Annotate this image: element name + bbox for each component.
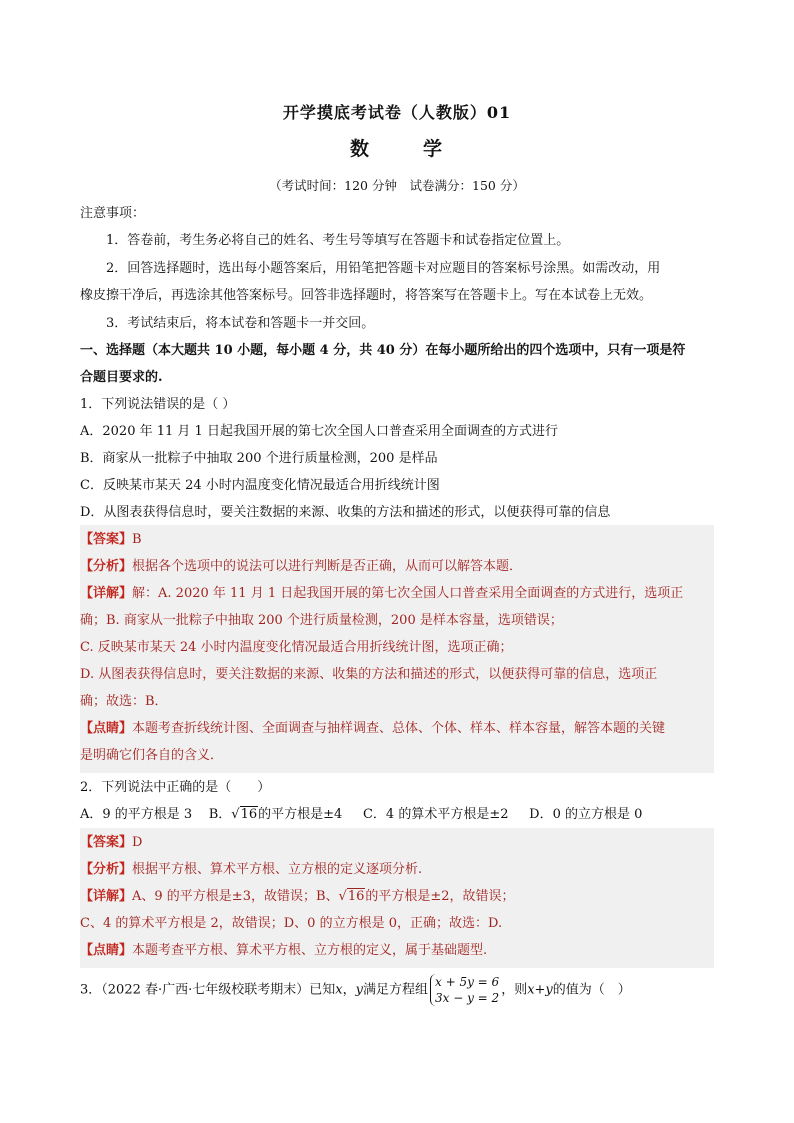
q2-comment: 【点睛】本题考查平方根、算术平方根、立方根的定义，属于基础题型.: [80, 943, 488, 958]
notice-item-3: 3．考试结束后，将本试卷和答题卡一并交回。: [106, 316, 375, 331]
q1-option-c: C．反映某市某天 24 小时内温度变化情况最适合用折线统计图: [80, 478, 440, 493]
q1-stem: 1．下列说法错误的是（ ）: [80, 397, 236, 412]
section-heading-line2: 合题目要求的.: [80, 370, 163, 385]
q1-detail-3: C. 反映某市某天 24 小时内温度变化情况最适合用折线统计图，选项正确；: [80, 640, 513, 655]
q2-answer: 【答案】D: [80, 835, 143, 850]
q1-comment-1: 【点睛】本题考查折线统计图、全面调查与抽样调查、总体、个体、样本、样本容量，解答本题的关键: [80, 721, 666, 736]
q1-detail-4: D. 从图表获得信息时，要关注数据的来源、收集的方法和描述的形式，以便获得可靠的信息，选项正: [80, 667, 658, 682]
q2-analysis: 【分析】根据平方根、算术平方根、立方根的定义逐项分析.: [80, 862, 423, 877]
q2-detail-2: C、4 的算术平方根是 2，故错误；D、0 的立方根是 0，正确；故选：D.: [80, 916, 503, 931]
q2-option-a: A．9 的平方根是 3: [80, 807, 193, 822]
q2-options: [80, 803, 714, 822]
q1-comment-2: 是明确它们各自的含义．: [80, 748, 224, 763]
q1-detail-2: 确；B. 商家从一批粽子中抽取 200 个进行质量检测，200 是样本容量，选项错误；: [80, 613, 563, 628]
exam-info: （考试时间：120 分钟 试卷满分：150 分）: [269, 178, 525, 193]
q1-option-d: D．从图表获得信息时，要关注数据的来源、收集的方法和描述的形式，以便获得可靠的信息: [80, 505, 611, 520]
notice-heading: 注意事项：: [80, 206, 146, 221]
subject-left: 数: [349, 138, 371, 160]
notice-item-2a: 2．回答选择题时，选出每小题答案后，用铅笔把答题卡对应题目的答案标号涂黑。如需改动，用: [106, 261, 661, 276]
q1-analysis: 【分析】根据各个选项中的说法可以进行判断是否正确，从而可以解答本题．: [80, 559, 523, 574]
notice-item-1: 1．答卷前，考生务必将自己的姓名、考生号等填写在答题卡和试卷指定位置上。: [106, 233, 570, 248]
q1-option-a: A．2020 年 11 月 1 日起我国开展的第七次全国人口普查采用全面调查的方式进行: [80, 424, 558, 439]
q1-option-b: B．商家从一批粽子中抽取 200 个进行质量检测，200 是样品: [80, 451, 438, 466]
section-heading-line1: 一、选择题（本大题共 10 小题，每小题 4 分，共 40 分）在每小题所给出的四个选项中，只有一项是符: [80, 343, 686, 358]
subject-heading: [0, 134, 794, 161]
q2-option-d: D．0 的立方根是 0: [529, 807, 643, 822]
notice-item-2b: 橡皮擦干净后，再选涂其他答案标号。回答非选择题时，将答案写在答题卡上。写在本试卷上无效。: [80, 288, 653, 303]
q1-detail-1: 【详解】解：A. 2020 年 11 月 1 日起我国开展的第七次全国人口普查采用全面调查的方式进行，选项正: [80, 586, 684, 601]
page-title: 开学摸底考试卷（人教版）01: [282, 103, 512, 122]
q2-option-c: C．4 的算术平方根是±2: [362, 807, 509, 822]
subject-right: 学: [423, 138, 445, 160]
q2-detail-1: 【详解】A、9 的平方根是±3，故错误；B、√16的平方根是±2，故错误；: [80, 889, 515, 904]
q1-solution: [80, 525, 714, 773]
q3-stem: 3．（2022 春·广西·七年级校联考期末）已知x，y满足方程组 x + 5y = 6 3x − y = 2 ，则x+y的值为（ ）: [80, 975, 631, 1005]
q1-answer: 【答案】B: [80, 532, 142, 547]
q2-solution: [80, 828, 714, 968]
q3-equation-system: x + 5y = 6 3x − y = 2: [430, 974, 499, 1006]
q2-stem: 2．下列说法中正确的是（ ）: [80, 780, 271, 795]
q2-option-b: B．√16的平方根是±4: [208, 807, 343, 822]
q1-detail-5: 确；故选：B．: [80, 694, 168, 709]
